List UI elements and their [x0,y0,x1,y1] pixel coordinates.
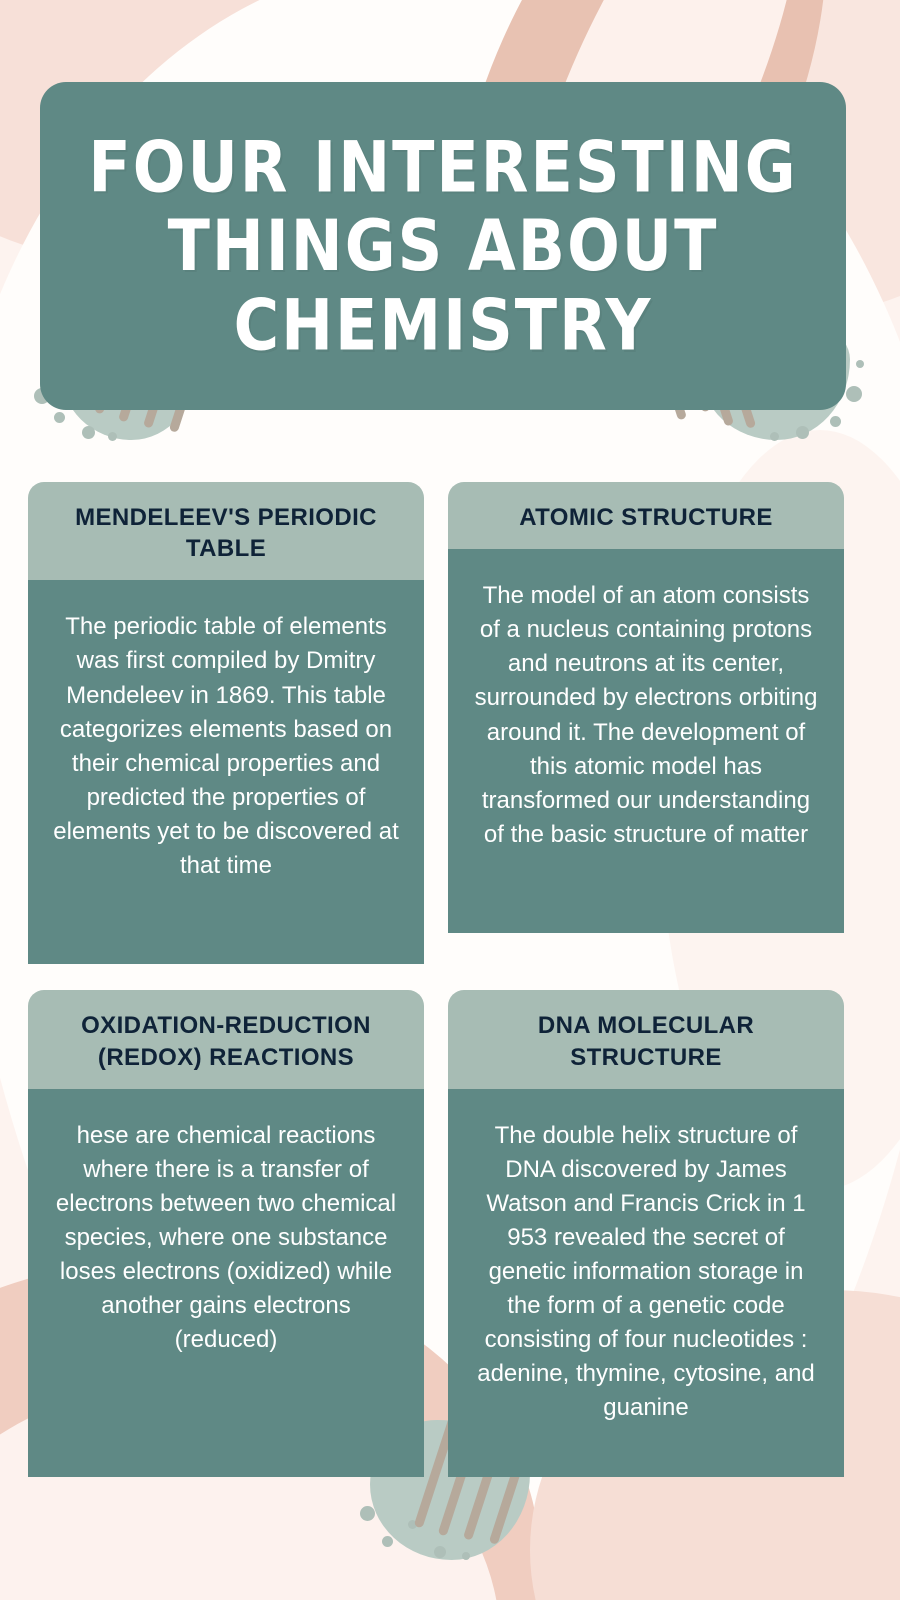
card-body-text: The double helix structure of DNA discovered by James Watson and Francis Crick in 1 953 revealed the secret of genetic information storage in the form of a genetic code consisting of four nucleotides : adenine, thymine, cytosine, and guanine [448,1089,844,1477]
card-body-text: The model of an atom consists of a nucleus containing protons and neutrons at its center, surrounded by electrons orbiting around it. The development of this atomic model has transformed our understanding of the basic structure of matter [448,549,844,933]
card-body-text: The periodic table of elements was first compiled by Dmitry Mendeleev in 1869. This table categorizes elements based on their chemical properties and predicted the properties of elements yet to be discovered at that time [28,580,424,964]
cards-grid [28,482,872,1477]
card-oxidation-reduction-reactions [28,990,424,1476]
card-heading: OXIDATION-REDUCTION (REDOX) REACTIONS [28,990,424,1088]
card-atomic-structure [448,482,844,964]
card-heading: MENDELEEV'S PERIODIC TABLE [28,482,424,580]
card-dna-molecular-structure [448,990,844,1476]
card-heading: ATOMIC STRUCTURE [448,482,844,549]
header-banner [40,82,846,410]
card-mendeleevs-periodic-table [28,482,424,964]
card-body-text: hese are chemical reactions where there is a transfer of electrons between two chemical species, where one substance loses electrons (oxidized) while another gains electrons (reduced) [28,1089,424,1477]
card-heading: DNA MOLECULAR STRUCTURE [448,990,844,1088]
page-title: FOUR INTERESTING THINGS ABOUT CHEMISTRY [88,124,798,367]
